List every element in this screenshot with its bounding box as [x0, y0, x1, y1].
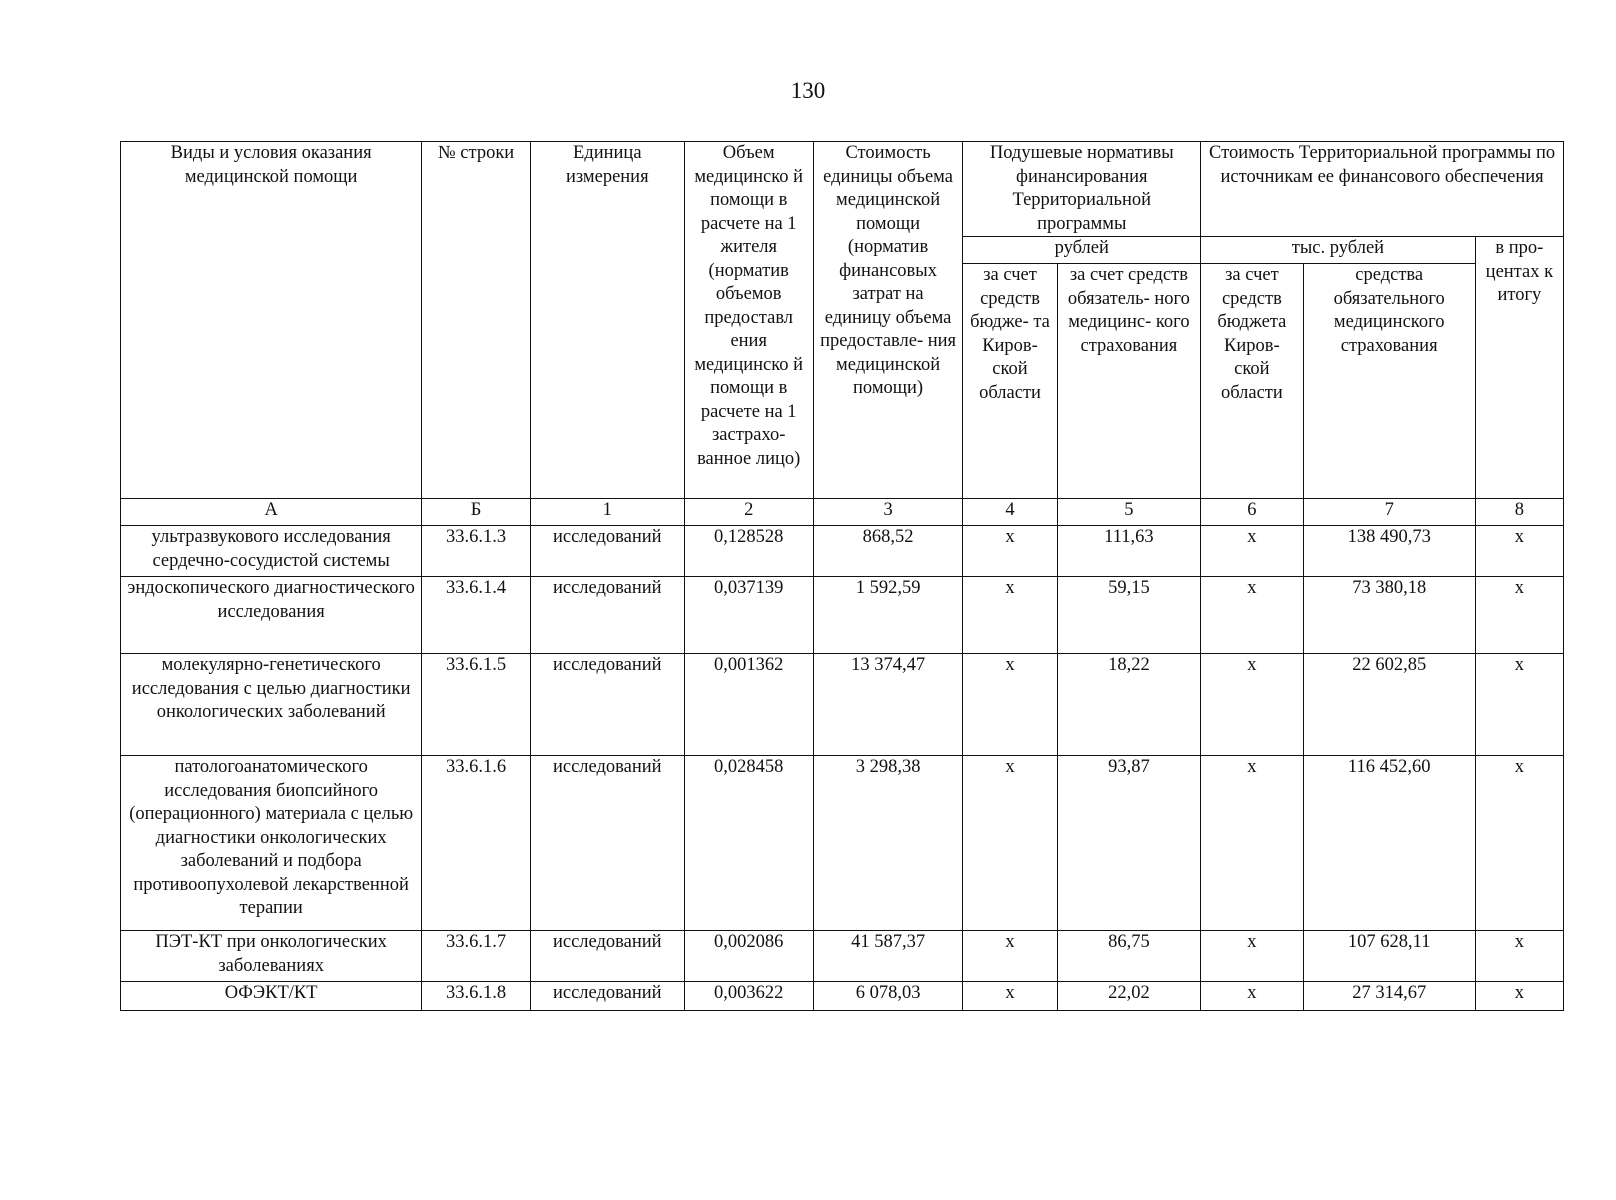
header-unit-thousand-rubles: тыс. рублей — [1201, 237, 1476, 264]
row-volume: 0,001362 — [684, 654, 813, 756]
column-letter: 1 — [530, 499, 684, 526]
row-cost: 6 078,03 — [813, 982, 963, 1011]
table-row — [121, 931, 1564, 982]
row-volume: 0,128528 — [684, 526, 813, 577]
table-row — [121, 526, 1564, 577]
row-c5: 111,63 — [1057, 526, 1200, 577]
row-c7: 27 314,67 — [1303, 982, 1475, 1011]
row-name: ультразвукового исследования сердечно-сосудистой системы — [121, 526, 422, 577]
column-letter: 4 — [963, 499, 1057, 526]
column-letter: 5 — [1057, 499, 1200, 526]
row-c6: х — [1201, 982, 1303, 1011]
row-c7: 73 380,18 — [1303, 577, 1475, 654]
row-c7: 116 452,60 — [1303, 756, 1475, 931]
column-letters-row — [121, 499, 1564, 526]
row-code: 33.6.1.4 — [422, 577, 531, 654]
header-unit-rubles: рублей — [963, 237, 1201, 264]
row-c8: х — [1475, 931, 1563, 982]
row-c8: х — [1475, 982, 1563, 1011]
column-letter: 6 — [1201, 499, 1303, 526]
row-c7: 138 490,73 — [1303, 526, 1475, 577]
row-c4: х — [963, 526, 1057, 577]
row-c4: х — [963, 982, 1057, 1011]
row-c5: 93,87 — [1057, 756, 1200, 931]
row-cost: 41 587,37 — [813, 931, 963, 982]
header-cost-regional-budget: за счет средств бюджета Киров- ской области — [1201, 264, 1303, 499]
row-c5: 22,02 — [1057, 982, 1200, 1011]
row-c6: х — [1201, 931, 1303, 982]
row-volume: 0,037139 — [684, 577, 813, 654]
row-code: 33.6.1.5 — [422, 654, 531, 756]
row-code: 33.6.1.3 — [422, 526, 531, 577]
page-number: 130 — [790, 78, 826, 103]
column-letter: А — [121, 499, 422, 526]
financing-table — [120, 141, 1564, 1011]
row-c8: х — [1475, 526, 1563, 577]
row-cost: 868,52 — [813, 526, 963, 577]
header-row-number: № строки — [422, 142, 531, 499]
row-unit: исследований — [530, 982, 684, 1011]
row-code: 33.6.1.8 — [422, 982, 531, 1011]
header-types-conditions: Виды и условия оказания медицинской помощи — [121, 142, 422, 499]
row-c6: х — [1201, 577, 1303, 654]
row-name: молекулярно-генетического исследования с целью диагностики онкологических заболеваний — [121, 654, 422, 756]
row-volume: 0,002086 — [684, 931, 813, 982]
header-percent-total: в про- центах к итогу — [1475, 237, 1563, 499]
row-cost: 1 592,59 — [813, 577, 963, 654]
column-letter: 2 — [684, 499, 813, 526]
row-name: эндоскопического диагностического исследования — [121, 577, 422, 654]
header-unit: Единица измерения — [530, 142, 684, 499]
row-unit: исследований — [530, 654, 684, 756]
row-c4: х — [963, 931, 1057, 982]
row-volume: 0,003622 — [684, 982, 813, 1011]
row-c8: х — [1475, 577, 1563, 654]
header-per-capita-oms: за счет средств обязатель- ного медицинс- кого страхования — [1057, 264, 1200, 499]
row-c7: 22 602,85 — [1303, 654, 1475, 756]
row-unit: исследований — [530, 577, 684, 654]
column-letter: 8 — [1475, 499, 1563, 526]
row-code: 33.6.1.6 — [422, 756, 531, 931]
table-row — [121, 577, 1564, 654]
header-cost-oms: средства обязательного медицинского страхования — [1303, 264, 1475, 499]
row-c8: х — [1475, 756, 1563, 931]
row-volume: 0,028458 — [684, 756, 813, 931]
column-letter: 3 — [813, 499, 963, 526]
column-letter: 7 — [1303, 499, 1475, 526]
header-per-capita-group: Подушевые нормативы финансирования Территориальной программы — [963, 142, 1201, 237]
column-letter: Б — [422, 499, 531, 526]
row-name: патологоанатомического исследования биопсийного (операционного) материала с целью диагностики онкологических заболеваний и подбора противоопухолевой лекарственной терапии — [121, 756, 422, 931]
row-name: ОФЭКТ/КТ — [121, 982, 422, 1011]
row-unit: исследований — [530, 526, 684, 577]
row-c5: 86,75 — [1057, 931, 1200, 982]
header-unit-cost: Стоимость единицы объема медицинской помощи (норматив финансовых затрат на единицу объема предоставле- ния медицинской помощи) — [813, 142, 963, 499]
row-unit: исследований — [530, 931, 684, 982]
row-c4: х — [963, 756, 1057, 931]
row-c6: х — [1201, 526, 1303, 577]
header-per-capita-regional-budget: за счет средств бюдже- та Киров- ской области — [963, 264, 1057, 499]
header-volume: Объем медицинско й помощи в расчете на 1 жителя (норматив объемов предоставл ения медицинско й помощи в расчете на 1 застрахо- ванное лицо) — [684, 142, 813, 499]
row-c4: х — [963, 577, 1057, 654]
row-c7: 107 628,11 — [1303, 931, 1475, 982]
row-c8: х — [1475, 654, 1563, 756]
table-row — [121, 654, 1564, 756]
row-cost: 13 374,47 — [813, 654, 963, 756]
row-c5: 59,15 — [1057, 577, 1200, 654]
row-unit: исследований — [530, 756, 684, 931]
row-c6: х — [1201, 654, 1303, 756]
table-row — [121, 756, 1564, 931]
row-name: ПЭТ-КТ при онкологических заболеваниях — [121, 931, 422, 982]
table-row — [121, 982, 1564, 1011]
row-cost: 3 298,38 — [813, 756, 963, 931]
row-code: 33.6.1.7 — [422, 931, 531, 982]
row-c6: х — [1201, 756, 1303, 931]
header-program-cost-group: Стоимость Территориальной программы по источникам ее финансового обеспечения — [1201, 142, 1564, 237]
row-c5: 18,22 — [1057, 654, 1200, 756]
row-c4: х — [963, 654, 1057, 756]
